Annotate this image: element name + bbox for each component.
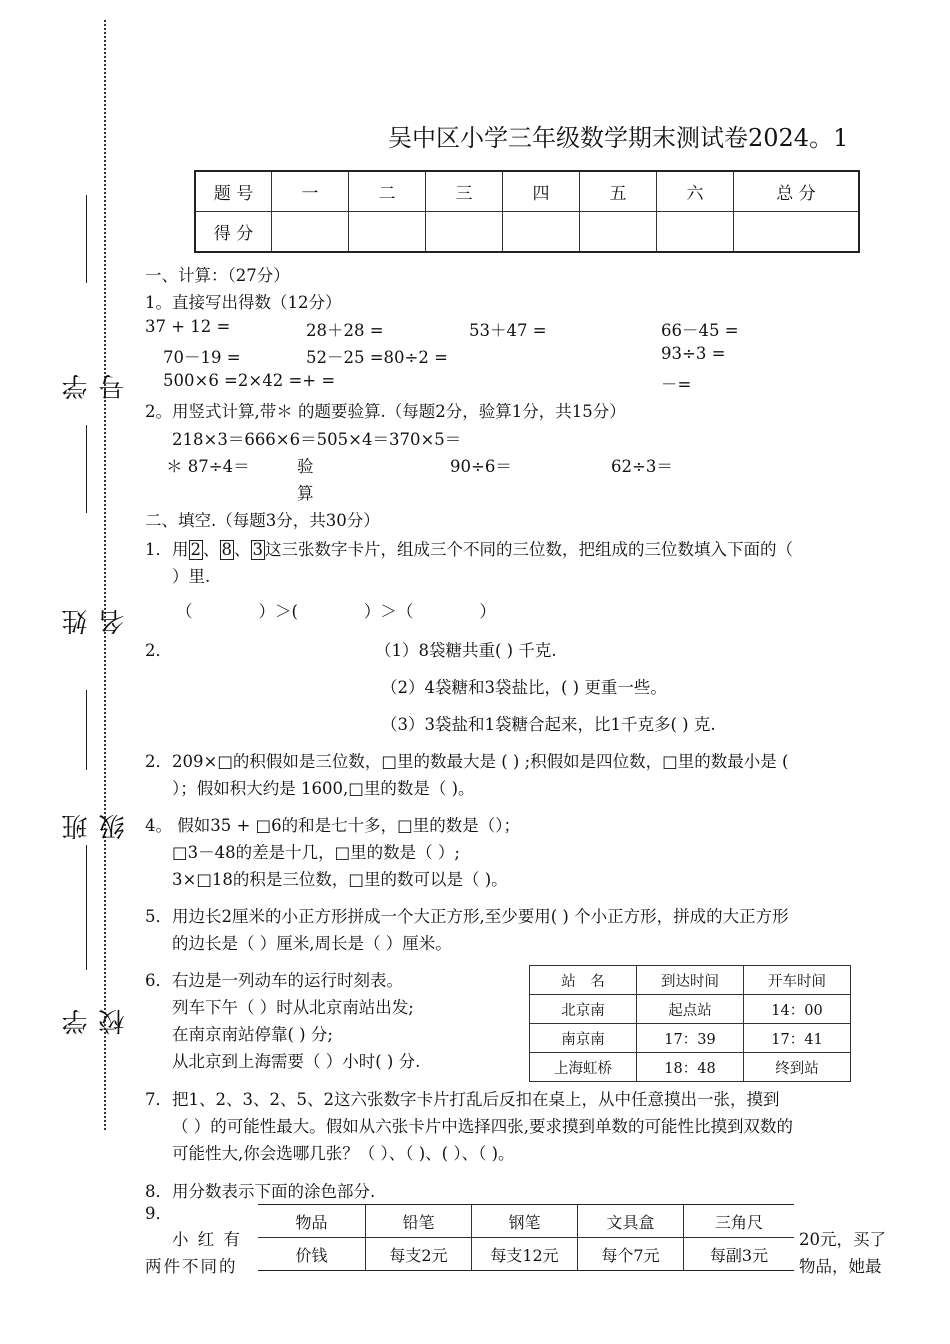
- class-blank-line: [86, 690, 87, 770]
- timetable-cell: 站 名: [530, 966, 637, 995]
- s2-q7-line3: 可能性大,你会选哪几张？（ ）、（ )、( ）、（ )。: [172, 1144, 515, 1163]
- s2-q3-line1: 2．209×□的积假如是三位数，□里的数最大是 ( ) ;积假如是四位数，□里的数最小是 (: [145, 752, 789, 771]
- price-cell: 价钱: [295, 1245, 328, 1265]
- s2-q6-line3: 在南京南站停靠( ) 分;: [172, 1025, 333, 1044]
- s2-q4-line2: □3－48的差是十几，□里的数是（ ）;: [172, 843, 460, 862]
- s2-q2-part3: （3）3袋盐和1袋糖合起来，比1千克多( ) 克.: [381, 715, 716, 734]
- timetable-cell: 起点站: [637, 995, 744, 1024]
- check-label: 验: [297, 457, 314, 476]
- score-cell[interactable]: [734, 212, 860, 253]
- check-label: 算: [297, 484, 314, 503]
- separator: 、: [203, 540, 220, 559]
- price-table: [258, 1204, 794, 1271]
- price-cell: 钢笔: [472, 1205, 578, 1238]
- s2-q6-line1: 6．右边是一列动车的运行时刻表。: [145, 971, 403, 990]
- timetable-row: [530, 995, 851, 1024]
- page-title: 吴中区小学三年级数学期末测试卷2024。1: [388, 124, 849, 152]
- price-cell: 每个7元: [578, 1238, 684, 1271]
- digit-card: 2: [190, 540, 201, 559]
- s2-q1-prefix: 1．用: [145, 540, 189, 559]
- calc-item: 52－25 =80÷2 =: [306, 348, 448, 367]
- s2-q4-line1: 4。 假如35 + □6的和是七十多，□里的数是（）；: [145, 816, 520, 835]
- calc-item: 37 + 12 =: [145, 317, 231, 336]
- s2-q1-suffix: 这三张数字卡片，组成三个不同的三位数，把组成的三位数填入下面的（: [265, 540, 793, 559]
- score-cell[interactable]: [349, 212, 426, 253]
- s2-q5-line2: 的边长是（ ）厘米,周长是（ ）厘米。: [172, 934, 452, 953]
- train-timetable: [529, 965, 851, 1082]
- price-table-row: [258, 1238, 794, 1271]
- timetable-cell: 到达时间: [637, 966, 744, 995]
- label-school: 学校: [62, 1003, 129, 1035]
- s1-q1-heading: 1。直接写出得数（12分）: [145, 293, 342, 312]
- timetable-cell: 17：41: [744, 1024, 851, 1053]
- s2-q2-part2: （2）4袋糖和3袋盐比，( ) 更重一些。: [381, 678, 667, 697]
- timetable-header-row: [530, 966, 851, 995]
- vertical-calc-star: ＊ 87÷4＝: [166, 457, 250, 476]
- s2-q8: 8．用分数表示下面的涂色部分.: [145, 1182, 376, 1201]
- score-header-cell: 题 号: [195, 171, 272, 212]
- vertical-calc-item: 90÷6＝: [450, 457, 512, 476]
- s2-q9-right2: 物品，她最: [799, 1257, 882, 1276]
- timetable-cell: 18：48: [637, 1053, 744, 1082]
- section1-heading: 一、计算：（27分）: [145, 266, 290, 285]
- score-cell[interactable]: [580, 212, 657, 253]
- score-header-cell: 五: [580, 171, 657, 212]
- timetable-row: [530, 1024, 851, 1053]
- label-name: 姓名: [62, 603, 129, 635]
- score-cell[interactable]: [426, 212, 503, 253]
- score-header-cell: 四: [503, 171, 580, 212]
- score-table: [194, 170, 860, 253]
- calc-item: 66－45 =: [661, 321, 739, 340]
- name-blank-line: [86, 425, 87, 513]
- calc-item: 93÷3 =: [661, 344, 726, 363]
- score-row-label: 得 分: [195, 212, 272, 253]
- score-cell[interactable]: [272, 212, 349, 253]
- score-header-cell: 三: [426, 171, 503, 212]
- score-header-cell: 二: [349, 171, 426, 212]
- digit-card: 3: [252, 540, 263, 559]
- separator: 、: [234, 540, 251, 559]
- score-table-header-row: [195, 171, 859, 212]
- price-cell: 文具盒: [578, 1205, 684, 1238]
- s2-q2-number: 2．: [145, 641, 172, 660]
- timetable-cell: 北京南: [530, 995, 637, 1024]
- s1-q2-heading: 2。用竖式计算,带＊ 的题要验算.（每题2分，验算1分，共15分）: [145, 402, 626, 421]
- timetable-cell: 终到站: [744, 1053, 851, 1082]
- price-table-header-row: [258, 1205, 794, 1238]
- price-cell: 每支12元: [472, 1238, 578, 1271]
- price-cell: 每支2元: [366, 1238, 472, 1271]
- s2-q3-line2: ）；假如积大约是 1600,□里的数是（ )。: [172, 779, 475, 798]
- timetable-cell: 上海虹桥: [530, 1053, 637, 1082]
- s2-q6-line4: 从北京到上海需要（ ）小时( ) 分.: [172, 1052, 421, 1071]
- score-header-cell: 总 分: [734, 171, 860, 212]
- timetable-cell: 南京南: [530, 1024, 637, 1053]
- calc-item: －=: [661, 375, 692, 394]
- calc-item: 500×6 =2×42 =+ =: [163, 371, 336, 390]
- compare-blanks[interactable]: （ ）＞( ）＞（ ）: [176, 602, 496, 621]
- digit-card: 8: [221, 540, 232, 559]
- timetable-cell: 14：00: [744, 995, 851, 1024]
- school-blank-line: [86, 845, 87, 970]
- s2-q9-left2: 两件不同的: [145, 1257, 238, 1276]
- s2-q6-line2: 列车下午（ ）时从北京南站出发;: [172, 998, 414, 1017]
- calc-item: 70－19 =: [163, 348, 241, 367]
- s2-q9-number: 9．: [145, 1204, 172, 1223]
- score-cell[interactable]: [503, 212, 580, 253]
- score-cell[interactable]: [657, 212, 734, 253]
- number-blank-line: [86, 195, 87, 283]
- label-class: 班级: [62, 808, 129, 840]
- s2-q9-left1: 小 红 有: [172, 1230, 242, 1249]
- s2-q4-line3: 3×□18的积是三位数，□里的数可以是（ )。: [172, 870, 508, 889]
- price-cell: 三角尺: [684, 1205, 795, 1238]
- vertical-calc-line: 218×3＝666×6＝505×4＝370×5＝: [172, 430, 462, 449]
- timetable-cell: 开车时间: [744, 966, 851, 995]
- score-header-cell: 一: [272, 171, 349, 212]
- s2-q2-part1: （1）8袋糖共重( ) 千克.: [375, 641, 557, 660]
- s2-q1-line2: ）里.: [172, 567, 211, 586]
- section2-heading: 二、填空.（每题3分，共30分）: [145, 511, 380, 530]
- score-header-cell: 六: [657, 171, 734, 212]
- calc-item: 28＋28 =: [306, 321, 384, 340]
- s2-q1-line1: [145, 536, 793, 560]
- timetable-row: [530, 1053, 851, 1082]
- timetable-cell: 17：39: [637, 1024, 744, 1053]
- calc-item: 53＋47 =: [469, 321, 547, 340]
- price-cell: 物品: [258, 1205, 366, 1238]
- s2-q5-line1: 5．用边长2厘米的小正方形拼成一个大正方形,至少要用( ) 个小正方形，拼成的大正方形: [145, 907, 789, 926]
- price-cell: 铅笔: [366, 1205, 472, 1238]
- binding-dotted-line: [104, 20, 106, 1130]
- s2-q9-right1: 20元，买了: [799, 1230, 886, 1249]
- s2-q7-line2: （ ）的可能性最大。假如从六张卡片中选择四张,要求摸到单数的可能性比摸到双数的: [172, 1117, 793, 1136]
- s2-q7-line1: 7．把1、2、3、2、5、2这六张数字卡片打乱后反扣在桌上，从中任意摸出一张，摸到: [145, 1090, 780, 1109]
- label-number: 学号: [62, 368, 129, 400]
- price-cell: 每副3元: [684, 1238, 795, 1271]
- score-table-score-row: [195, 212, 859, 253]
- vertical-calc-item: 62÷3＝: [611, 457, 673, 476]
